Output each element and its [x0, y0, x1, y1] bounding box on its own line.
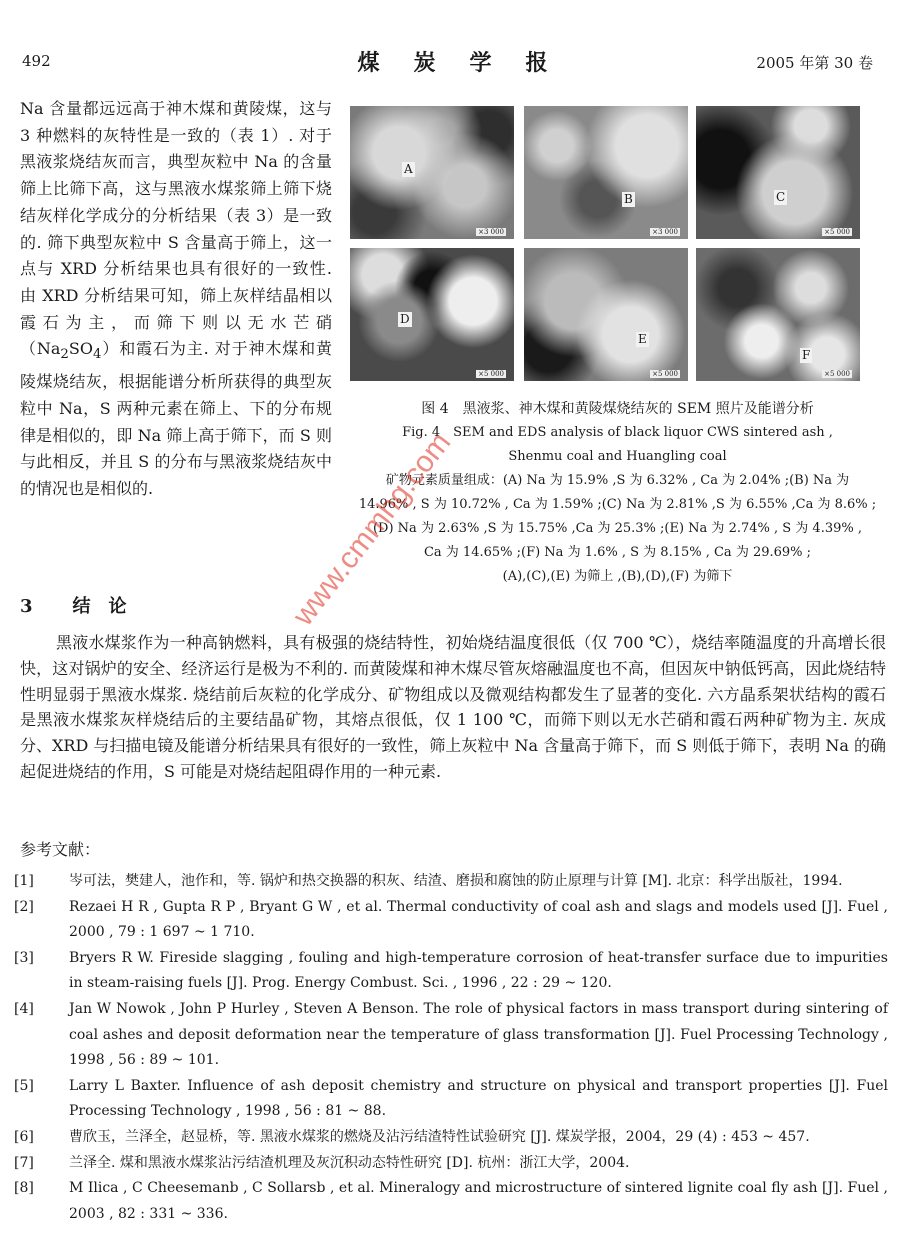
reference-item [14, 1125, 888, 1151]
reference-item [14, 997, 888, 1074]
magnification: ×5 000 [478, 370, 504, 378]
reference-number: [3] [14, 949, 34, 966]
caption-note-1: 矿物元素质量组成：(A) Na 为 15.9% ,S 为 6.32% , Ca 为 2.04% ;(B) Na 为 [385, 473, 850, 488]
formula-so: SO [68, 339, 93, 359]
reference-item [14, 869, 888, 895]
reference-number: [8] [14, 1180, 34, 1197]
sem-panel-c [696, 106, 860, 239]
paragraph-part2: ）和霞石为主. 对于神木煤和黄陵煤烧结灰，根据能谱分析所获得的典型灰粒中 Na，S 两种元素在筛上、下的分布规律是相似的，即 Na 筛上高于筛下，而 S 则与此相反，并且 S 的分布与黑液浆烧结灰中的情况也是相似的. [20, 339, 332, 499]
reference-number: [1] [14, 873, 34, 889]
sem-panel-a [350, 106, 514, 239]
magnification: ×5 000 [824, 228, 850, 236]
reference-item [14, 1151, 888, 1177]
reference-number: [5] [14, 1077, 34, 1094]
panel-label: E [638, 332, 647, 346]
reference-item [14, 1074, 888, 1125]
reference-text: 岑可法，樊建人，池作和，等. 锅炉和热交换器的积灰、结渣、磨损和腐蚀的防止原理与计算 [M]. 北京：科学出版社，1994. [69, 873, 843, 889]
reference-text: Rezaei H R , Gupta R P , Bryant G W , et al. Thermal conductivity of coal ash and slags and models used [J]. Fuel , 2000 , 79 : 1 697 ~ 1 710. [69, 898, 888, 941]
watermark: www.cmmhg.com [286, 426, 458, 632]
sem-panel-f [696, 248, 860, 381]
references-heading: 参考文献： [20, 840, 101, 859]
reference-list [14, 869, 888, 1227]
journal-title: 煤炭学报 [357, 50, 582, 76]
page-number: 492 [22, 52, 51, 70]
reference-item [14, 946, 888, 997]
panel-label: F [802, 348, 811, 362]
panel-label: B [624, 192, 633, 206]
caption-note-3: (D) Na 为 2.63% ,S 为 15.75% ,Ca 为 25.3% ;(E) Na 为 2.74% , S 为 4.39% , [372, 521, 862, 536]
magnification: ×5 000 [652, 370, 678, 378]
volume-info: 2005 年第 30 卷 [756, 54, 873, 72]
reference-number: [2] [14, 898, 34, 915]
reference-number: [4] [14, 1000, 34, 1017]
subscript-4: 4 [92, 347, 102, 363]
reference-text: 兰泽全. 煤和黑液水煤浆沾污结渣机理及灰沉积动态特性研究 [D]. 杭州：浙江大学，2004. [69, 1154, 630, 1171]
sem-panel-d [350, 248, 514, 381]
sem-figure [350, 106, 862, 384]
panel-label: D [400, 312, 410, 326]
caption-note-2: 14.96% , S 为 10.72% , Ca 为 1.59% ;(C) Na 为 2.81% ,S 为 6.55% ,Ca 为 8.6% ; [358, 497, 877, 512]
paragraph-part1: Na 含量都远远高于神木煤和黄陵煤，这与 3 种燃料的灰特性是一致的（表 1）. 对于黑液浆烧结灰而言，典型灰粒中 Na 的含量筛上比筛下高，这与黑液水煤浆筛上筛下烧结灰样化学成分的分析结果（表 3）是一致的. 筛下典型灰粒中 S 含量高于筛上，这一点与 XRD 分析结果也具有很好的一致性. 由 XRD 分析结果可知，筛上灰样结晶相以霞石为主，而筛下则以无水芒硝（Na [20, 99, 332, 359]
reference-item [14, 1176, 888, 1227]
reference-text: M Ilica , C Cheesemanb , C Sollarsb , et al. Mineralogy and microstructure of sintered lignite coal fly ash [J]. Fuel , 2003 , 82 : 331 ~ 336. [69, 1180, 888, 1222]
reference-text: Bryers R W. Fireside slagging , fouling and high-temperature corrosion of heat-transfer surface due to impurities in steam-raising fuels [J]. Prog. Energy Combust. Sci. , 1996 , 22 : 29 ~ 120. [69, 949, 888, 992]
caption-en-2: Shenmu coal and Huangling coal [508, 449, 727, 464]
panel-label: C [776, 190, 786, 204]
section-heading [20, 592, 167, 618]
caption-note-5: (A),(C),(E) 为筛上 ,(B),(D),(F) 为筛下 [502, 569, 733, 584]
reference-number: [6] [14, 1128, 34, 1145]
reference-text: 曹欣玉，兰泽全，赵显桥，等. 黑液水煤浆的燃烧及沾污结渣特性试验研究 [J]. 煤炭学报，2004，29 (4) : 453 ~ 457. [69, 1128, 810, 1145]
subscript-2: 2 [60, 347, 69, 363]
sem-panel-e [524, 248, 688, 381]
conclusion-paragraph: 黑液水煤浆作为一种高钠燃料，具有极强的烧结特性，初始烧结温度很低（仅 700 ℃），烧结率随温度的升高增长很快，这对锅炉的安全、经济运行是极为不利的. 而黄陵煤和神木煤尽管灰熔融温度也不高，但因灰中钠低钙高，因此烧结特性明显弱于黑液水煤浆. 烧结前后灰粒的化学成分、矿物组成以及微观结构都发生了显著的变化. 六方晶系架状结构的霞石是黑液水煤浆灰样烧结后的主要结晶矿物，其熔点很低，仅 1 100 ℃，而筛下则以无水芒硝和霞石两种矿物为主. 灰成分、XRD 与扫描电镜及能谱分析结果具有很好的一致性，筛上灰粒中 Na 含量高于筛下，而 S 则低于筛下，表明 Na 的确起促进烧结的作用，S 可能是对烧结起阻碍作用的一种元素. [20, 633, 886, 781]
caption-note-4: Ca 为 14.65% ;(F) Na 为 1.6% , S 为 8.15% , Ca 为 29.69% ; [423, 545, 812, 560]
section-title: 结 论 [72, 596, 127, 617]
caption-cn: 图 4 黑液浆、神木煤和黄陵煤烧结灰的 SEM 照片及能谱分析 [421, 401, 814, 417]
reference-number: [7] [14, 1154, 34, 1171]
caption-en-1: Fig. 4 SEM and EDS analysis of black liquor CWS sintered ash , [402, 425, 833, 440]
reference-text: Larry L Baxter. Influence of ash deposit chemistry and structure on physical and transport properties [J]. Fuel Processing Technology , 1998 , 56 : 81 ~ 88. [69, 1077, 888, 1120]
panel-label: A [404, 162, 413, 176]
reference-item [14, 895, 888, 946]
left-column-text [20, 96, 332, 503]
sem-panel-b [524, 106, 688, 239]
magnification: ×3 000 [478, 228, 504, 236]
magnification: ×5 000 [824, 370, 850, 378]
section-number: 3 [20, 596, 33, 617]
magnification: ×3 000 [652, 228, 678, 236]
reference-text: Jan W Nowok , John P Hurley , Steven A Benson. The role of physical factors in mass transport during sintering of coal ashes and deposit deformation near the temperature of glass transformation [J]. Fuel Processing Technology , 1998 , 56 : 89 ~ 101. [69, 1000, 888, 1069]
